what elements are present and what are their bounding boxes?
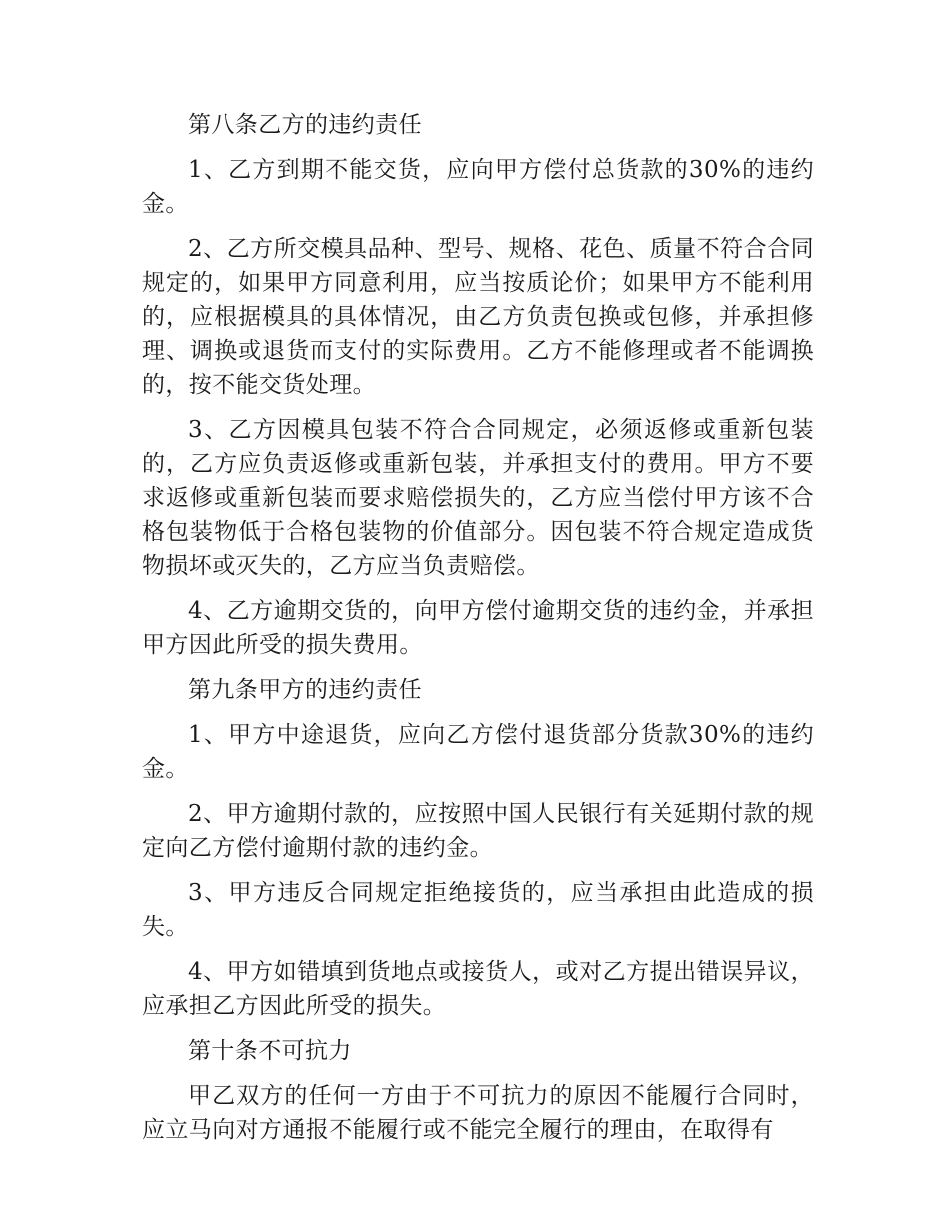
section-heading-article-10: 第十条不可抗力: [188, 1038, 352, 1064]
paragraph: 4、甲方如错填到货地点或接货人，或对乙方提出错误异议，应承担乙方因此所受的损失。: [142, 959, 814, 1019]
paragraph: 1、乙方到期不能交货，应向甲方偿付总货款的30%的违约金。: [142, 157, 814, 217]
paragraph: 3、甲方违反合同规定拒绝接货的，应当承担由此造成的损失。: [142, 880, 814, 940]
paragraph: 1、甲方中途退货，应向乙方偿付退货部分货款30%的违约金。: [142, 722, 814, 782]
section-heading-article-9: 第九条甲方的违约责任: [188, 677, 422, 703]
paragraph: 4、乙方逾期交货的，向甲方偿付逾期交货的违约金，并承担甲方因此所受的损失费用。: [142, 598, 814, 658]
paragraph: 甲乙双方的任何一方由于不可抗力的原因不能履行合同时，应立马向对方通报不能履行或不能完全履行的理由，在取得有: [142, 1083, 814, 1143]
section-heading-article-8: 第八条乙方的违约责任: [188, 112, 422, 138]
paragraph: 3、乙方因模具包装不符合合同规定，必须返修或重新包装的，乙方应负责返修或重新包装，并承担支付的费用。甲方不要求返修或重新包装而要求赔偿损失的，乙方应当偿付甲方该不合格包装物低于合格包装物的价值部分。因包装不符合规定造成货物损坏或灭失的，乙方应当负责赔偿。: [142, 417, 814, 579]
document-body: [142, 108, 814, 1158]
paragraph: 2、甲方逾期付款的，应按照中国人民银行有关延期付款的规定向乙方偿付逾期付款的违约金。: [142, 801, 814, 861]
paragraph: 2、乙方所交模具品种、型号、规格、花色、质量不符合合同规定的，如果甲方同意利用，应当按质论价；如果甲方不能利用的，应根据模具的具体情况，由乙方负责包换或包修，并承担修理、调换或退货而支付的实际费用。乙方不能修理或者不能调换的，按不能交货处理。: [142, 236, 814, 398]
